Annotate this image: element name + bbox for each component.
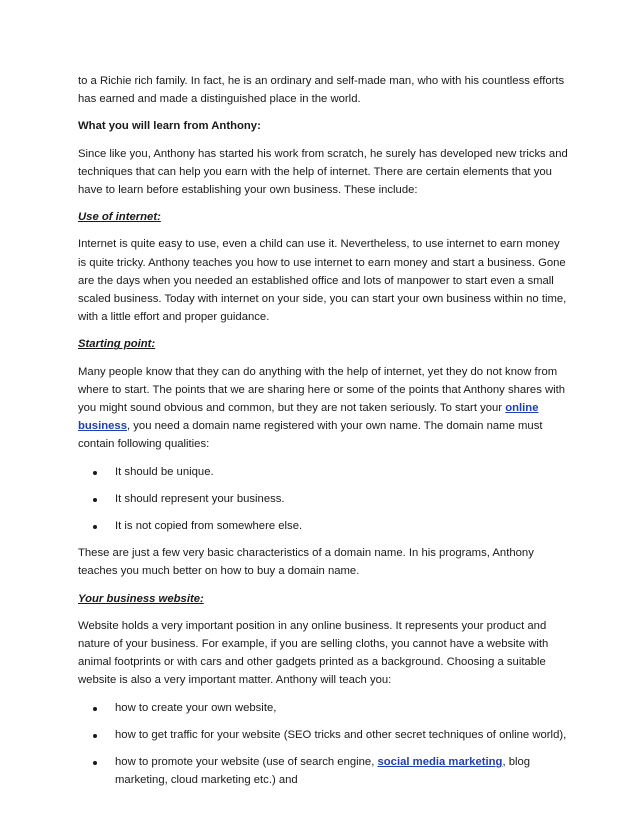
list-item	[78, 517, 568, 535]
domain-qualities-list	[78, 463, 568, 536]
intro-paragraph: to a Richie rich family. In fact, he is an ordinary and self-made man, who with his countless efforts has earned and made a distinguished place in the world.	[78, 75, 565, 106]
teach-3-text-a: how to promote your website (use of search engine,	[115, 756, 378, 769]
starting-paragraph	[78, 363, 568, 454]
bullet-icon	[93, 498, 97, 502]
heading-business-website: Your business website:	[78, 592, 204, 605]
bullet-icon	[93, 734, 97, 738]
online-business-link[interactable]: online business	[78, 402, 539, 433]
domain-paragraph: These are just a few very basic characteristics of a domain name. In his programs, Anthony teaches you much better on how to buy a domain name.	[78, 547, 534, 578]
heading-starting-point: Starting point:	[78, 338, 156, 351]
list-item-text: how to get traffic for your website (SEO tricks and other secret techniques of online world),	[115, 728, 567, 741]
website-paragraph: Website holds a very important position in any online business. It represents your product and nature of your business. For example, if you are selling cloths, you cannot have a website with animal footprints or with cars and other gadgets printed as a background. Choosing a suitable website is also a very important matter. Anthony will teach you:	[78, 619, 549, 687]
starting-text-b: , you need a domain name registered with your own name. The domain name must contain following qualities:	[78, 420, 543, 451]
bullet-icon	[93, 761, 97, 765]
heading-what-you-will-learn: What you will learn from Anthony:	[78, 120, 261, 133]
list-item	[78, 699, 568, 717]
list-item-text: It is not copied from somewhere else.	[115, 520, 303, 533]
starting-text-a: Many people know that they can do anything with the help of internet, yet they do not know from where to start. The points that we are sharing here or some of the points that Anthony shares with you might sound obvious and common, but they are not taken seriously. To start your	[78, 365, 566, 415]
list-item-text: It should represent your business.	[115, 492, 285, 505]
list-item-text: It should be unique.	[115, 465, 214, 478]
list-item	[78, 726, 568, 744]
list-item	[78, 753, 568, 789]
list-item-text: how to create your own website,	[115, 701, 277, 714]
learn-paragraph: Since like you, Anthony has started his work from scratch, he surely has developed new tricks and techniques that can help you earn with the help of internet. There are certain elements that you have to learn before establishing your own business. These include:	[78, 147, 568, 197]
bullet-icon	[93, 471, 97, 475]
bullet-icon	[93, 525, 97, 529]
list-item	[78, 463, 568, 481]
teach-3-text-b: , blog marketing, cloud marketing etc.) and	[115, 756, 531, 787]
bullet-icon	[93, 707, 97, 711]
teach-list	[78, 699, 568, 790]
internet-paragraph: Internet is quite easy to use, even a child can use it. Nevertheless, to use internet to earn money is quite tricky. Anthony teaches you how to use internet to earn money and start a business. Gone are the days when you needed an established office and lots of manpower to start even a small scaled business. Today with internet on your side, you can start your own business within no time, with a little effort and proper guidance.	[78, 238, 567, 324]
social-media-marketing-link[interactable]: social media marketing	[377, 756, 503, 769]
heading-use-of-internet: Use of internet:	[78, 211, 161, 224]
list-item	[78, 490, 568, 508]
